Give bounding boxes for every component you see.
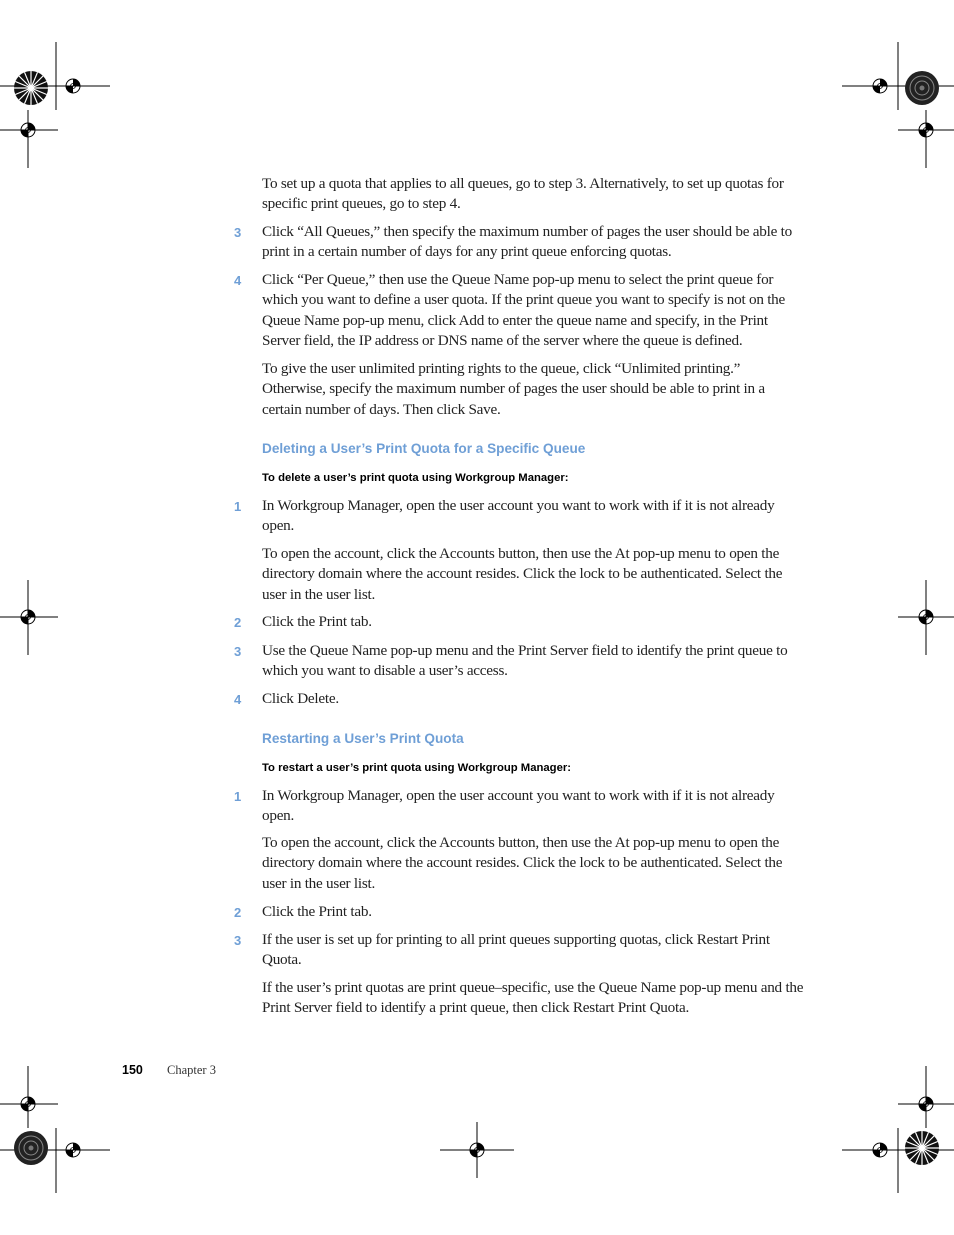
- step-number: 1: [234, 789, 242, 804]
- step-note: If the user’s print quotas are print queue–specific, use the Queue Name pop-up menu and the Print Server field to identify a print queue, then click Restart Print Quota.: [262, 979, 804, 1017]
- section-heading-delete: Deleting a User’s Print Quota for a Specific Queue: [262, 441, 586, 456]
- step-number: 2: [234, 905, 242, 920]
- step-text: If the user is set up for printing to all print queues supporting quotas, click Restart Print Quota.: [262, 931, 770, 969]
- step-number: 3: [234, 933, 242, 948]
- step-number: 3: [234, 225, 242, 240]
- procedure-lead-restart: To restart a user’s print quota using Workgroup Manager:: [262, 762, 572, 774]
- chapter-label: Chapter 3: [167, 1063, 216, 1077]
- step-number: 2: [234, 615, 242, 630]
- step-text: Click the Print tab.: [262, 613, 372, 630]
- section-heading-restart: Restarting a User’s Print Quota: [262, 731, 464, 746]
- intro-paragraph: To set up a quota that applies to all queues, go to step 3. Alternatively, to set up quotas for specific print queues, go to step 4.: [262, 175, 784, 213]
- step-text: Click “All Queues,” then specify the maximum number of pages the user should be able to print in a certain number of days for any print queue enforcing quotas.: [262, 223, 792, 261]
- step-number: 3: [234, 644, 242, 659]
- procedure-lead-delete: To delete a user’s print quota using Workgroup Manager:: [262, 472, 569, 484]
- step-number: 1: [234, 499, 242, 514]
- step-note: To open the account, click the Accounts button, then use the At pop-up menu to open the directory domain where the account resides. Click the lock to be authenticated. Select the user in the user list.: [262, 834, 783, 892]
- step-text: Click “Per Queue,” then use the Queue Name pop-up menu to select the print queue for which you want to define a user quota. If the print queue you want to specify is not on the Queue Name pop-up menu, click Add to enter the queue name and specify, in the Print Server field, the IP address or DNS name of the server where the queue is defined.: [262, 271, 786, 350]
- step-text: Click Delete.: [262, 690, 339, 707]
- step-note: To open the account, click the Accounts button, then use the At pop-up menu to open the directory domain where the account resides. Click the lock to be authenticated. Select the user in the user list.: [262, 545, 783, 603]
- step-text: Use the Queue Name pop-up menu and the Print Server field to identify the print queue to which you want to disable a user’s access.: [262, 642, 788, 680]
- page-number: 150: [122, 1063, 143, 1077]
- step-text: Click the Print tab.: [262, 903, 372, 920]
- step-text: In Workgroup Manager, open the user account you want to work with if it is not already open.: [262, 787, 775, 825]
- step-number: 4: [234, 273, 242, 288]
- step-text: In Workgroup Manager, open the user account you want to work with if it is not already open.: [262, 497, 775, 535]
- step-note: To give the user unlimited printing rights to the queue, click “Unlimited printing.” Otherwise, specify the maximum number of pages the user should be able to print in a certain number of days. Then click Save.: [262, 360, 765, 418]
- step-number: 4: [234, 692, 242, 707]
